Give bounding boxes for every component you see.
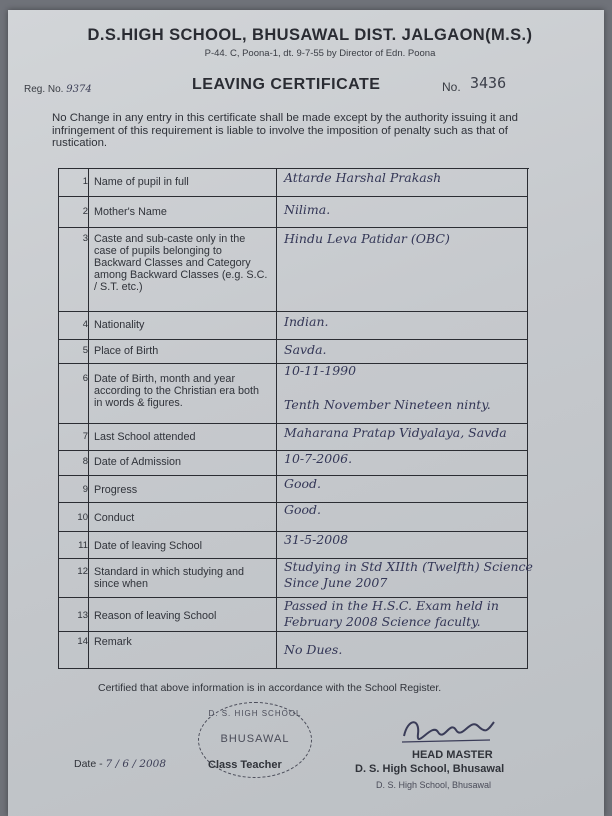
row-number: 6	[82, 373, 88, 384]
row-value: Good.	[284, 476, 322, 491]
row-label: Last School attended	[94, 431, 196, 443]
row-label: Date of Birth, month and year according to the Christian era both in words & figures.	[94, 373, 260, 409]
row-label: Name of pupil in full	[94, 176, 189, 188]
issue-date	[74, 758, 166, 770]
certified-statement: Certified that above information is in accordance with the School Register.	[98, 682, 442, 694]
row-number: 1	[82, 176, 88, 187]
row-value: Passed in the H.S.C. Exam held in	[284, 598, 499, 613]
row-value: Savda.	[284, 342, 327, 357]
certificate-number: 3436	[470, 74, 507, 92]
row-value-line2: February 2008 Science faculty.	[284, 614, 481, 629]
register-number	[24, 84, 92, 95]
row-label: Mother's Name	[94, 206, 167, 218]
table-row	[58, 363, 528, 424]
row-number: 10	[77, 512, 88, 523]
certificate-no-label: No.	[442, 80, 461, 94]
table-row	[58, 502, 528, 532]
reg-label: Reg. No.	[24, 84, 64, 95]
row-value: Hindu Leva Patidar (OBC)	[284, 231, 450, 246]
head-master-label: HEAD MASTER	[412, 749, 493, 761]
row-value: Studying in Std XIIth (Twelfth) Science	[284, 559, 533, 574]
table-row	[58, 597, 528, 632]
headmaster-signature	[398, 712, 498, 746]
notice-text: No Change in any entry in this certificate shall be made except by the authority issuing it and infringement of this requirement is liable to involve the imposition of penalty such as that of rustication.	[52, 112, 519, 149]
row-value: No Dues.	[284, 642, 343, 657]
row-value: 31-5-2008	[284, 532, 349, 547]
row-number: 12	[77, 566, 88, 577]
row-number: 5	[82, 345, 88, 356]
school-signature-line: D. S. High School, Bhusawal	[355, 763, 505, 775]
row-value-line2: Tenth November Nineteen ninty.	[284, 397, 491, 412]
row-value: Good.	[284, 502, 322, 517]
row-label: Date of leaving School	[94, 540, 203, 552]
row-label: Caste and sub-caste only in the case of pupils belonging to Backward Classes and Category among Backward Classes (e.g. S.C. / S.T. etc.)	[94, 233, 268, 293]
recognition-line: P-44. C, Poona-1, dt. 9-7-55 by Director of Edn. Poona	[204, 48, 436, 59]
certificate-title: LEAVING CERTIFICATE	[192, 76, 381, 93]
row-number: 3	[82, 233, 88, 244]
reg-value: 9374	[66, 84, 92, 95]
school-stamp: D. S. High School, Bhusawal	[376, 780, 492, 790]
row-label: Reason of leaving School	[94, 610, 217, 622]
seal-top-text: D. S. HIGH SCHOOL	[208, 709, 302, 718]
row-number: 13	[77, 610, 88, 621]
row-value: Attarde Harshal Prakash	[284, 170, 442, 185]
table-row	[58, 339, 528, 364]
row-value: Indian.	[284, 314, 329, 329]
row-number: 7	[82, 431, 88, 442]
table-row	[58, 423, 528, 451]
table-row	[58, 558, 533, 598]
row-number: 4	[82, 319, 88, 330]
row-label: Date of Admission	[94, 456, 182, 468]
row-value: 10-11-1990	[284, 363, 357, 378]
row-label: Standard in which studying and since when	[94, 566, 245, 590]
school-name: D.S.HIGH SCHOOL, BHUSAWAL DIST. JALGAON(M.S.)	[87, 26, 533, 44]
class-teacher-label: Class Teacher	[208, 759, 282, 771]
row-value: Nilima.	[284, 202, 331, 217]
row-number: 2	[82, 206, 88, 217]
table-row	[58, 196, 528, 228]
seal-mid-text: BHUSAWAL	[220, 733, 290, 745]
table-row	[58, 311, 528, 340]
row-label: Place of Birth	[94, 345, 159, 357]
table-row	[58, 475, 528, 503]
table-row	[58, 227, 528, 312]
row-value: 10-7-2006.	[284, 451, 353, 466]
table-row	[58, 631, 528, 669]
table-row	[58, 450, 528, 476]
row-number: 9	[82, 484, 88, 495]
date-value: 7 / 6 / 2008	[105, 758, 167, 770]
table-row	[58, 531, 528, 559]
row-label: Remark	[94, 636, 132, 648]
row-label: Conduct	[94, 512, 135, 524]
row-value: Maharana Pratap Vidyalaya, Savda	[284, 425, 507, 440]
row-number: 8	[82, 456, 88, 467]
row-number: 14	[77, 636, 88, 647]
row-label: Nationality	[94, 319, 145, 331]
date-label: Date -	[74, 758, 103, 770]
table-row	[58, 168, 528, 197]
row-number: 11	[78, 540, 88, 551]
row-value-line2: Since June 2007	[284, 575, 388, 590]
row-label: Progress	[94, 484, 138, 496]
